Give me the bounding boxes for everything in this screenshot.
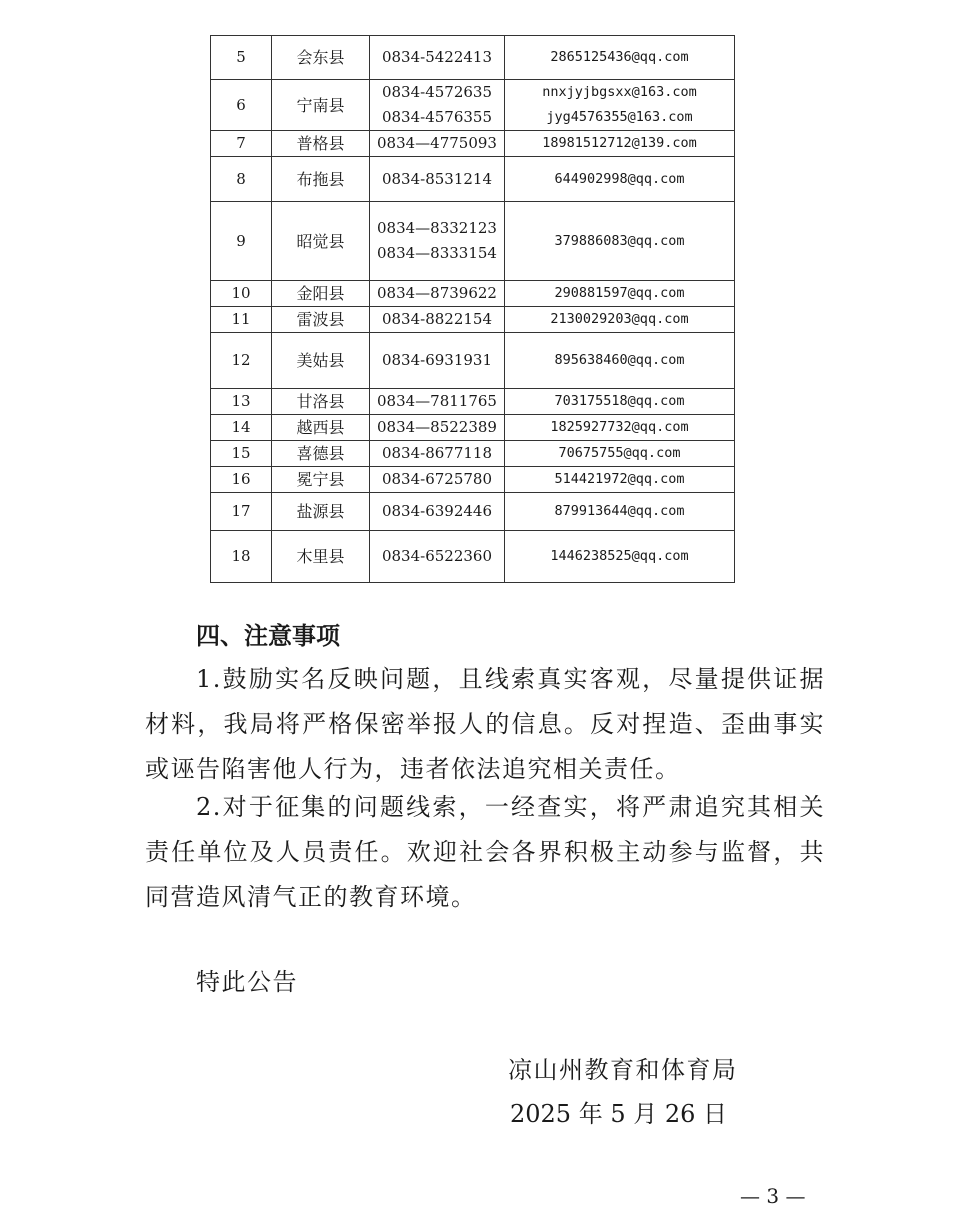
phone-number: 0834-8822154 (381, 310, 493, 328)
email-address: 1825927732@qq.com (550, 419, 689, 435)
table-row (211, 333, 735, 389)
row-number: 6 (211, 80, 272, 131)
table-row (211, 36, 735, 80)
table-row (211, 493, 735, 531)
email-address: 70675755@qq.com (558, 445, 681, 461)
email-address: 2130029203@qq.com (550, 311, 689, 327)
phone-cell (370, 157, 505, 202)
row-number: 9 (211, 202, 272, 281)
table-row (211, 157, 735, 202)
phone-number: 0834-8677118 (381, 444, 493, 462)
county-name: 会东县 (272, 36, 370, 80)
row-number: 13 (211, 389, 272, 415)
email-cell (505, 531, 735, 583)
phone-cell (370, 202, 505, 281)
email-cell (505, 80, 735, 131)
row-number: 14 (211, 415, 272, 441)
email-address: 290881597@qq.com (554, 285, 685, 301)
table-row (211, 415, 735, 441)
email-address: 2865125436@qq.com (550, 49, 689, 65)
phone-number: 0834—7811765 (377, 392, 497, 410)
county-name: 甘洛县 (272, 389, 370, 415)
email-cell (505, 493, 735, 531)
phone-cell (370, 36, 505, 80)
phone-cell (370, 389, 505, 415)
table-row (211, 531, 735, 583)
phone-number: 0834-8531214 (381, 169, 493, 188)
table-row (211, 441, 735, 467)
notice-paragraph-1: 1.鼓励实名反映问题，且线索真实客观，尽量提供证据材料，我局将严格保密举报人的信息。反对捏造、歪曲事实或诬告陷害他人行为，违者依法追究相关责任。 (145, 665, 825, 783)
county-name: 宁南县 (272, 80, 370, 131)
email-cell (505, 36, 735, 80)
phone-number: 0834-6931931 (381, 351, 493, 369)
row-number: 8 (211, 157, 272, 202)
county-name: 金阳县 (272, 281, 370, 307)
phone-cell (370, 531, 505, 583)
county-name: 普格县 (272, 131, 370, 157)
email-address: 895638460@qq.com (554, 352, 685, 368)
row-number: 12 (211, 333, 272, 389)
notice-paragraph-2: 2.对于征集的问题线索，一经查实，将严肃追究其相关责任单位及人员责任。欢迎社会各界积极主动参与监督，共同营造风清气正的教育环境。 (145, 793, 825, 911)
row-number: 11 (211, 307, 272, 333)
county-name: 越西县 (272, 415, 370, 441)
row-number: 16 (211, 467, 272, 493)
row-number: 7 (211, 131, 272, 157)
county-name: 昭觉县 (272, 202, 370, 281)
email-cell (505, 281, 735, 307)
phone-number: 0834-6725780 (381, 470, 493, 488)
email-cell (505, 415, 735, 441)
phone-number: 0834-5422413 (381, 48, 493, 66)
county-name: 布拖县 (272, 157, 370, 202)
email-cell (505, 157, 735, 202)
email-cell (505, 467, 735, 493)
phone-cell (370, 281, 505, 307)
phone-cell (370, 307, 505, 333)
row-number: 18 (211, 531, 272, 583)
email-address: 644902998@qq.com (554, 170, 685, 187)
email-cell (505, 131, 735, 157)
section-heading: 四、注意事项 (196, 622, 340, 650)
contact-table (210, 35, 735, 583)
email-address: 514421972@qq.com (554, 471, 685, 487)
table-row (211, 281, 735, 307)
phone-cell (370, 131, 505, 157)
row-number: 10 (211, 281, 272, 307)
table-row (211, 202, 735, 281)
phone-number: 0834-6392446 (381, 502, 493, 520)
table-row (211, 389, 735, 415)
phone-cell (370, 333, 505, 389)
phone-cell (370, 467, 505, 493)
phone-cell (370, 441, 505, 467)
email-cell (505, 441, 735, 467)
phone-number: 0834-4576355 (381, 108, 493, 126)
closing-remark: 特此公告 (196, 968, 298, 996)
email-address: 379886083@qq.com (554, 232, 685, 249)
phone-cell (370, 80, 505, 131)
table-row (211, 467, 735, 493)
county-name: 喜德县 (272, 441, 370, 467)
email-address: 1446238525@qq.com (550, 548, 689, 564)
email-address: 879913644@qq.com (554, 503, 685, 519)
table-row (211, 131, 735, 157)
county-name: 盐源县 (272, 493, 370, 531)
email-cell (505, 307, 735, 333)
issue-date: 2025 年 5 月 26 日 (510, 1100, 728, 1128)
county-name: 冕宁县 (272, 467, 370, 493)
row-number: 5 (211, 36, 272, 80)
email-cell (505, 389, 735, 415)
email-cell (505, 333, 735, 389)
email-cell (505, 202, 735, 281)
table-row (211, 307, 735, 333)
county-name: 雷波县 (272, 307, 370, 333)
county-name: 木里县 (272, 531, 370, 583)
phone-number: 0834-4572635 (381, 83, 493, 101)
phone-cell (370, 415, 505, 441)
issuer-name: 凉山州教育和体育局 (508, 1056, 738, 1084)
row-number: 17 (211, 493, 272, 531)
phone-number: 0834—8739622 (377, 284, 497, 302)
email-address: 18981512712@139.com (542, 135, 697, 151)
row-number: 15 (211, 441, 272, 467)
phone-number: 0834-6522360 (381, 547, 493, 565)
phone-number: 0834—8333154 (377, 244, 497, 262)
email-address: jyg4576355@163.com (546, 109, 693, 125)
phone-number: 0834—8522389 (377, 418, 497, 436)
email-address: 703175518@qq.com (554, 393, 685, 409)
page-number: — 3 — (740, 1184, 806, 1208)
table-row (211, 80, 735, 131)
county-name: 美姑县 (272, 333, 370, 389)
email-address: nnxjyjbgsxx@163.com (542, 84, 697, 100)
phone-cell (370, 493, 505, 531)
phone-number: 0834—4775093 (377, 134, 497, 152)
phone-number: 0834—8332123 (377, 219, 497, 237)
